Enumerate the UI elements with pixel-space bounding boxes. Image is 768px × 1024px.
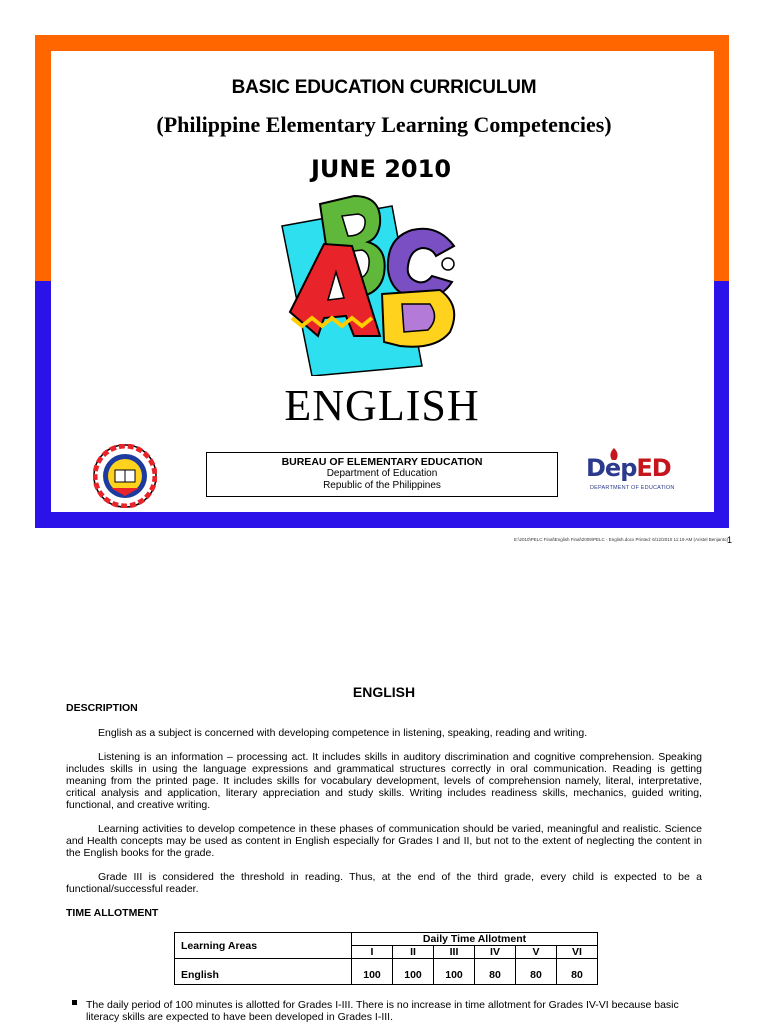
bullet-text: The daily period of 100 minutes is allotted for Grades I-III. There is no increase in time allotment for Grades IV-VI because basic literacy skills are expected to have been developed in Grades I-III. (86, 999, 679, 1023)
deped-wordmark (586, 454, 671, 482)
bullet-square-icon (72, 1000, 77, 1005)
grade-header: IV (475, 946, 516, 959)
page-title: ENGLISH (352, 684, 416, 700)
bureau-seal-logo (93, 444, 157, 508)
deped-subtitle: DEPARTMENT OF EDUCATION (590, 485, 675, 491)
description-heading: DESCRIPTION (66, 702, 138, 714)
grade-header: I (352, 946, 393, 959)
footer-file-path: E:\2010\PELC Final\English Final\2009\PELC - English.docx Printed: 6/12/2010 11:19 AM (Aristel Benjanto) (513, 537, 728, 542)
time-allotment-heading: TIME ALLOTMENT (66, 907, 159, 919)
grade-header: VI (557, 946, 598, 959)
cover-title: BASIC EDUCATION CURRICULUM (231, 77, 537, 98)
department-name: Department of Education (326, 468, 438, 479)
time-value: 100 (352, 959, 393, 985)
paragraph: Listening is an information – processing act. It includes skills in auditory discrimination and cognitive comprehension. Speaking includes skills in using the language expressions and grammatical structures correctly in oral communication. Reading is getting meaning from the printed page. It includes skills for vocabulary development, levels of comprehension namely, literal, interpretative, critical analysis and application, literary appreciation and study skills. Writing includes readiness skills, mechanics, guided writing, functional, and creative writing. (66, 751, 702, 811)
abc-blocks-image (272, 186, 482, 376)
grade-header: II (393, 946, 434, 959)
learning-areas-header: Learning Areas (175, 933, 352, 959)
cover-subject: ENGLISH (284, 381, 480, 430)
bureau-name: BUREAU OF ELEMENTARY EDUCATION (281, 456, 483, 468)
paragraph: English as a subject is concerned with developing competence in listening, speaking, reading and writing. (98, 727, 588, 739)
grade-header: III (434, 946, 475, 959)
time-allotment-table (174, 932, 598, 985)
deped-logo (586, 448, 686, 498)
time-value: 80 (516, 959, 557, 985)
cover-date: JUNE 2010 (310, 155, 452, 183)
bullet-item (86, 999, 702, 1023)
deped-wordmark-ed: ED (636, 454, 671, 482)
time-value: 100 (393, 959, 434, 985)
bureau-box (206, 452, 558, 497)
time-value: 100 (434, 959, 475, 985)
deped-wordmark-dep: Dep (586, 454, 637, 482)
cover-subtitle: (Philippine Elementary Learning Competencies) (156, 112, 612, 137)
page-number: 1 (727, 535, 733, 545)
paragraph: Learning activities to develop competence in these phases of communication should be varied, meaningful and realistic. Science and Health concepts may be used as content in English especially for Grades I and II, but not to the extent of neglecting the content in the English books for the grade. (66, 823, 702, 859)
grade-header: V (516, 946, 557, 959)
paragraph: Grade III is considered the threshold in reading. Thus, at the end of the third grade, every child is expected to be a functional/successful reader. (66, 871, 702, 895)
republic-name: Republic of the Philippines (323, 480, 441, 491)
daily-time-header: Daily Time Allotment (352, 933, 598, 946)
time-value: 80 (557, 959, 598, 985)
time-value: 80 (475, 959, 516, 985)
english-row-label: English (175, 959, 352, 985)
